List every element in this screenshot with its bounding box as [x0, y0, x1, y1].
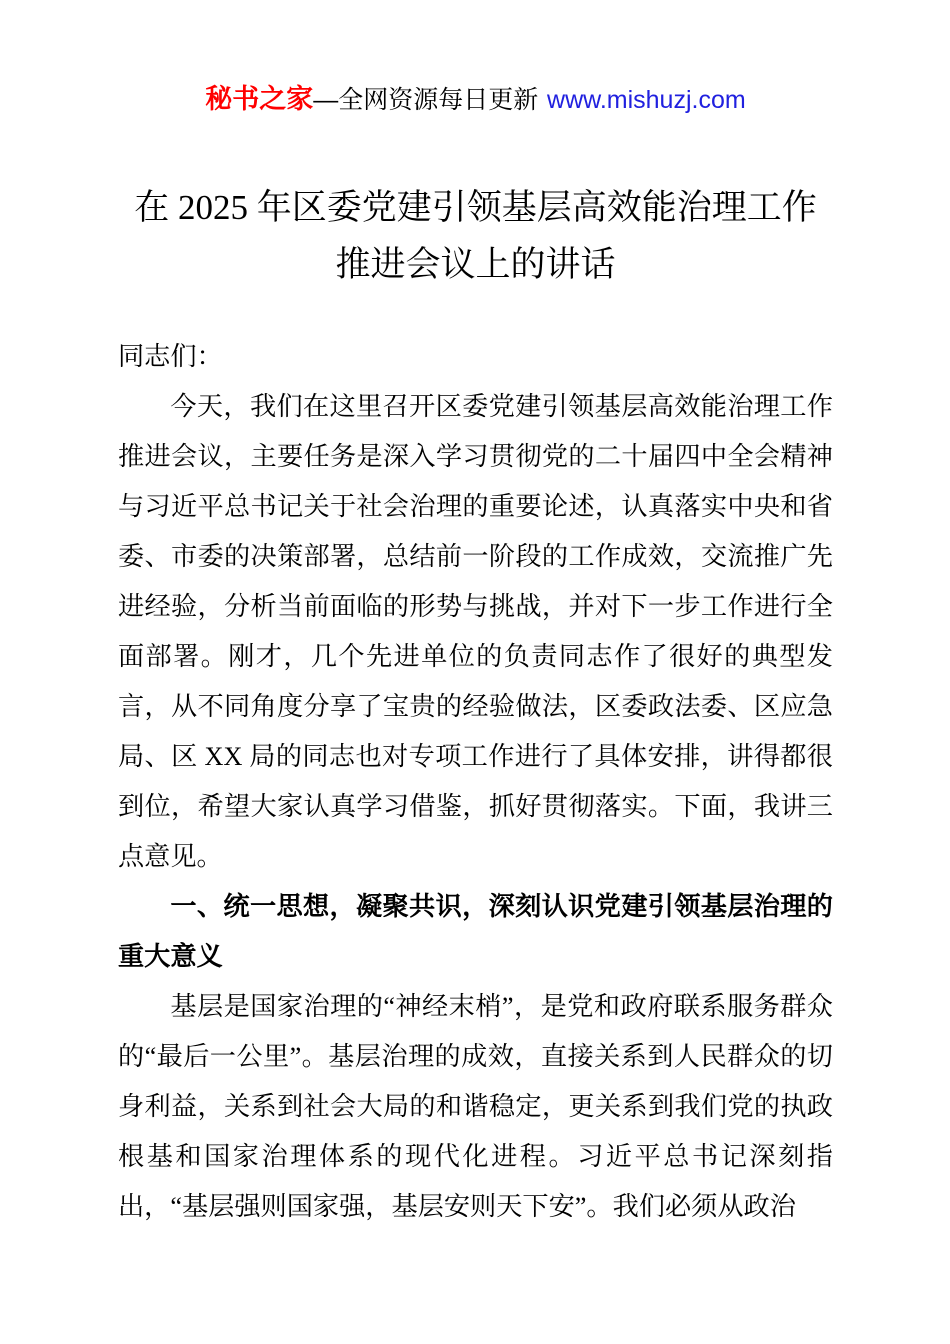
separator-dash: — — [313, 86, 339, 114]
paragraph-1: 今天，我们在这里召开区委党建引领基层高效能治理工作推进会议，主要任务是深入学习贯彻党的二十届四中全会精神与习近平总书记关于社会治理的重要论述，认真落实中央和省委、市委的决策部署，总结前一阶段的工作成效，交流推广先进经验，分析当前面临的形势与挑战，并对下一步工作进行全面部署。刚才，几个先进单位的负责同志作了很好的典型发言，从不同角度分享了宝贵的经验做法，区委政法委、区应急局、区 XX 局的同志也对专项工作进行了具体安排，讲得都很到位，希望大家认真学习借鉴，抓好贯彻落实。下面，我讲三点意见。 — [118, 392, 833, 871]
title-line-1: 在 2025 年区委党建引领基层高效能治理工作 — [134, 188, 817, 227]
site-url-link[interactable]: www.mishuzj.com — [547, 86, 746, 114]
site-tagline: 全网资源每日更新 — [338, 86, 539, 114]
title-line-2: 推进会议上的讲话 — [335, 245, 616, 284]
brand-name: 秘书之家 — [205, 84, 314, 114]
document-title — [118, 179, 833, 293]
section-heading-1: 一、统一思想，凝聚共识，深刻认识党建引领基层治理的重大意义 — [118, 892, 833, 971]
salutation: 同志们： — [118, 342, 223, 371]
document-body — [118, 332, 833, 1232]
site-header — [118, 0, 833, 118]
paragraph-2: 基层是国家治理的“神经末梢”，是党和政府联系服务群众的“最后一公里”。基层治理的成效，直接关系到人民群众的切身利益，关系到社会大局的和谐稳定，更关系到我们党的执政根基和国家治理体系的现代化进程。习近平总书记深刻指出，“基层强则国家强，基层安则天下安”。我们必须从政治 — [118, 992, 833, 1221]
